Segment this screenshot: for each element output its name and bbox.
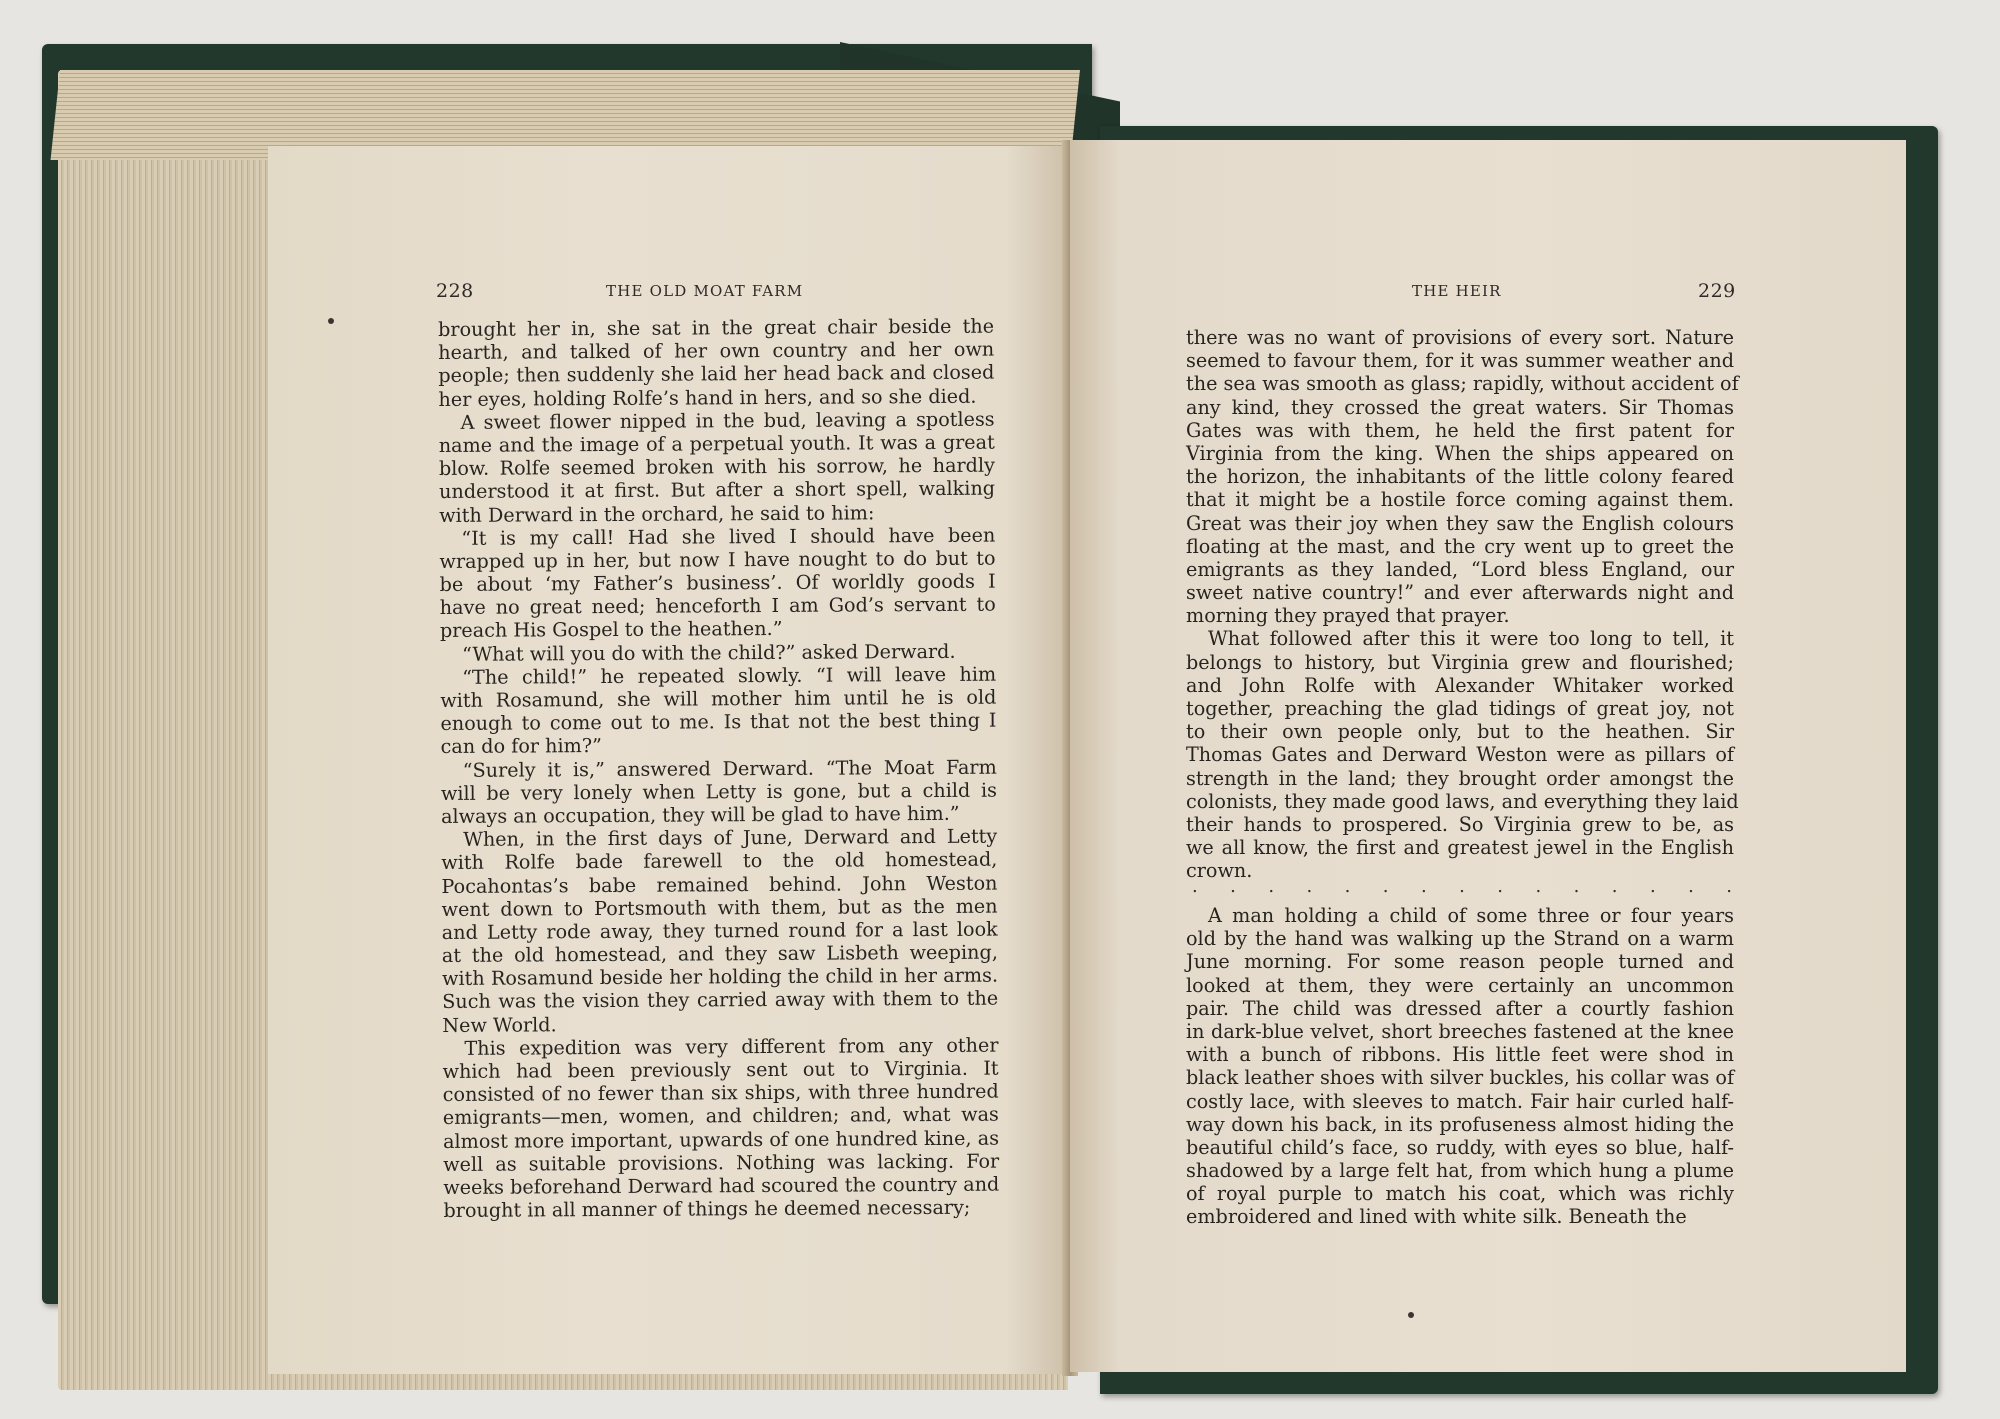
text-line: preach His Gospel to the heathen.” xyxy=(439,617,783,643)
text-line: emigrants—men, women, and children; and, what was xyxy=(442,1102,999,1130)
text-line: embroidered and lined with white silk. Beneath the xyxy=(1186,1205,1687,1229)
text-line: always an occupation, they will be glad to have him.” xyxy=(440,801,960,828)
text-line: blow. Rolfe seemed broken with his sorrow, he hardly xyxy=(438,453,995,481)
text-line: with a bunch of ribbons. His little feet were shod in xyxy=(1186,1043,1734,1067)
text-line: weeks beforehand Derward had scoured the country and xyxy=(443,1172,1000,1199)
text-line: “Surely it is,” answered Derward. “The Moat Farm xyxy=(462,755,997,782)
text-line: A man holding a child of some three or four years xyxy=(1208,904,1734,927)
text-line: that it might be a hostile force coming against them. xyxy=(1186,488,1734,512)
text-line: which had been previously sent out to Virginia. It xyxy=(442,1056,999,1083)
text-line: wrapped up in her, but now I have nought to do but to xyxy=(439,546,996,573)
text-line: consisted of no fewer than six ships, with three hundred xyxy=(442,1079,999,1107)
text-line: emigrants as they landed, “Lord bless England, our xyxy=(1186,557,1734,581)
text-line: shadowed by a large felt hat, from which hung a plume xyxy=(1186,1159,1734,1183)
text-line: their hands to prospered. So Virginia grew to be, as xyxy=(1186,812,1734,836)
text-line: “It is my call! Had she lived I should have been xyxy=(461,523,996,550)
text-line: sweet native country!” and ever afterwards night and xyxy=(1186,581,1734,605)
text-line: strength in the land; they brought order amongst the xyxy=(1186,766,1734,790)
text-line: old by the hand was walking up the Strand on a warm xyxy=(1186,927,1734,951)
text-line: morning they prayed that prayer. xyxy=(1186,604,1510,628)
left-page-number: 228 xyxy=(436,280,474,302)
right-running-head: THE HEIR xyxy=(1412,282,1502,300)
text-line: in dark-blue velvet, short breeches fastened at the knee xyxy=(1186,1019,1734,1043)
text-line: can do for him?” xyxy=(440,734,602,759)
text-line: well as suitable provisions. Nothing was lacking. For xyxy=(443,1149,1000,1176)
text-line: A sweet flower nipped in the bud, leaving a spotless xyxy=(460,407,995,434)
text-line: Gates was with them, he held the first patent for xyxy=(1186,418,1734,442)
text-line: beautiful child’s face, so ruddy, with eyes so blue, half- xyxy=(1186,1135,1734,1159)
text-line: New World. xyxy=(442,1012,557,1037)
text-line: Such was the vision they carried away with them to the xyxy=(442,987,999,1014)
text-line: with Rosamund, she will mother him until he is old xyxy=(440,685,997,712)
text-line: people; then suddenly she laid her head back and closed xyxy=(438,360,995,388)
text-line: to their own people only, but to the heathen. Sir xyxy=(1186,720,1734,744)
text-line: we all know, the first and greatest jewel in the English xyxy=(1186,836,1734,860)
text-line: belongs to history, but Virginia grew and flourished; xyxy=(1186,650,1734,674)
right-page-body-bottom xyxy=(1186,904,1734,1229)
text-line: any kind, they crossed the great waters. Sir Thomas xyxy=(1186,395,1734,419)
text-line: be about ‘my Father’s business’. Of worldly goods I xyxy=(439,569,996,597)
left-page-body xyxy=(438,315,1000,1223)
text-line: costly lace, with sleeves to match. Fair hair curled half- xyxy=(1186,1089,1734,1113)
text-line: way down his back, in its profuseness almost hiding the xyxy=(1186,1112,1734,1136)
text-line: floating at the mast, and the cry went up to greet the xyxy=(1186,534,1734,558)
text-line: with Derward in the orchard, he said to him: xyxy=(439,500,875,527)
right-page-body-top xyxy=(1186,326,1739,883)
left-page xyxy=(268,146,1070,1374)
text-line: When, in the first days of June, Derward and Letty xyxy=(463,824,998,851)
text-line: hearth, and talked of her own country and her own xyxy=(438,337,995,365)
text-line: at the old homestead, and they saw Lisbeth weeping, xyxy=(441,940,998,968)
text-line: crown. xyxy=(1186,859,1253,883)
text-line: have no great need; henceforth I am God’s servant to xyxy=(439,592,996,620)
text-line: seemed to favour them, for it was summer weather and xyxy=(1186,349,1734,373)
ink-speck xyxy=(1408,1312,1414,1318)
text-line: together, preaching the glad tidings of great joy, not xyxy=(1186,697,1734,720)
text-line: her eyes, holding Rolfe’s hand in hers, and so she died. xyxy=(438,384,977,411)
text-line: went down to Portsmouth with them, but as the men xyxy=(441,894,998,921)
text-line: the sea was smooth as glass; rapidly, without accident of xyxy=(1186,372,1739,396)
text-line: brought her in, she sat in the great chair beside the xyxy=(438,314,995,341)
text-line: Virginia from the king. When the ships appeared on xyxy=(1186,441,1734,465)
text-line: “What will you do with the child?” asked Derward. xyxy=(461,639,956,666)
text-line: with Rosamund beside her holding the child in her arms. xyxy=(441,963,999,991)
text-line: black leather shoes with silver buckles, his collar was of xyxy=(1186,1066,1735,1090)
text-line: looked at them, they were certainly an uncommon xyxy=(1186,973,1734,997)
text-line: Pocahontas’s babe remained behind. John Weston xyxy=(441,871,998,898)
text-line: enough to come out to me. Is that not the best thing I xyxy=(440,708,997,736)
section-separator: . . . . . . . . . . . . . . . xyxy=(1192,876,1732,897)
text-line: and Letty rode away, they turned round for a last look xyxy=(441,917,998,944)
text-line: of royal purple to match his coat, which was richly xyxy=(1186,1182,1734,1206)
text-line: almost more important, upwards of one hundred kine, as xyxy=(442,1126,1000,1153)
text-line: brought in all manner of things he deemed necessary; xyxy=(443,1195,971,1223)
right-page xyxy=(1070,140,1906,1372)
text-line: Great was their joy when they saw the English colours xyxy=(1186,511,1734,535)
text-line: name and the image of a perpetual youth. It was a great xyxy=(438,430,995,457)
text-line: the horizon, the inhabitants of the little colony feared xyxy=(1186,465,1734,489)
text-line: with Rolfe bade farewell to the old homestead, xyxy=(441,847,998,875)
text-line: June morning. For some reason people turned and xyxy=(1186,950,1734,974)
text-line: pair. The child was dressed after a courtly fashion xyxy=(1186,996,1734,1020)
text-line: colonists, they made good laws, and everything they laid xyxy=(1186,789,1739,813)
text-line: will be very lonely when Letty is gone, but a child is xyxy=(440,778,997,805)
text-line: there was no want of provisions of every sort. Nature xyxy=(1186,326,1734,349)
text-line: Thomas Gates and Derward Weston were as pillars of xyxy=(1186,743,1734,767)
text-line: and John Rolfe with Alexander Whitaker worked xyxy=(1186,673,1734,697)
text-line: What followed after this it were too long to tell, it xyxy=(1208,627,1734,651)
right-page-number: 229 xyxy=(1698,280,1736,302)
left-running-head: THE OLD MOAT FARM xyxy=(606,282,804,300)
ink-speck xyxy=(328,318,334,324)
text-line: “The child!” he repeated slowly. “I will leave him xyxy=(462,662,997,689)
text-line: This expedition was very different from any other xyxy=(464,1033,999,1060)
text-line: understood it at first. But after a short spell, walking xyxy=(438,476,996,504)
